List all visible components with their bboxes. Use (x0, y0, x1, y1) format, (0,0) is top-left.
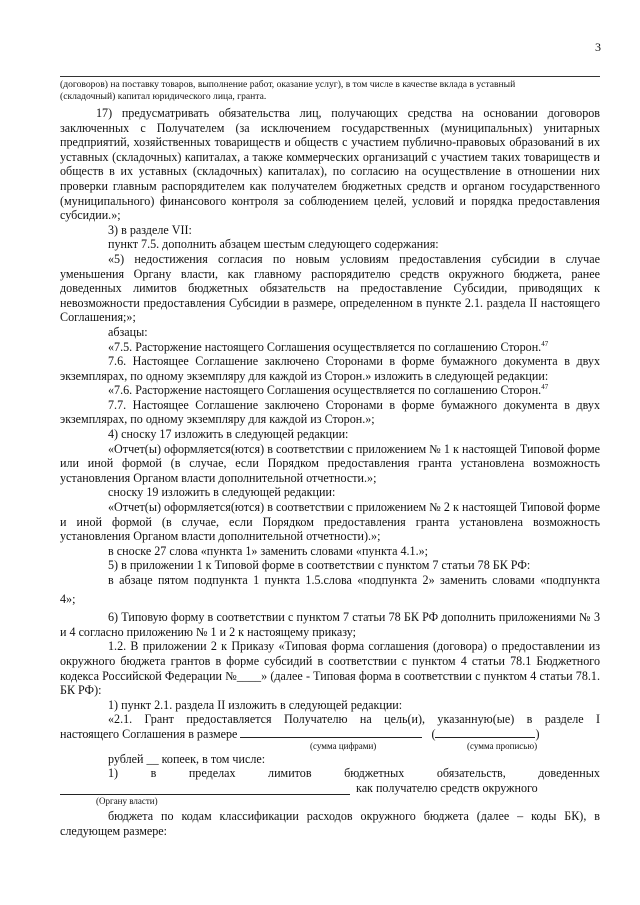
footnote-ref: 47 (541, 339, 549, 348)
caption-amount-words: (сумма прописью) (467, 740, 538, 751)
word: бюджетных (344, 766, 405, 781)
caption-row (60, 797, 600, 807)
word: в (150, 766, 157, 781)
paragraph: «2.1. Грант предоставляется Получателю на цель(и), указанную(ые) в разделе I (108, 712, 600, 727)
paragraph (60, 383, 600, 398)
amount-digits-blank (240, 727, 422, 738)
paragraph: 6) Типовую форму в соответствии с пунктом 7 статьи 78 БК РФ дополнить приложениями № 3 и 4 согласно приложению № 1 и 2 к настоящему приказу; (60, 610, 600, 639)
paragraph: «Отчет(ы) оформляется(ются) в соответствии с приложением № 2 к настоящей Типовой форме и иной формой (в случае, если Порядком предоставления гранта установлена возможность установления Органом власти дополнительной отчетности).»; (60, 500, 600, 544)
page-number: 3 (595, 40, 601, 54)
paragraph-text: «7.5. Расторжение настоящего Соглашения осуществляется по соглашению Сторон. (108, 339, 542, 354)
paragraph: сноску 19 изложить в следующей редакции: (108, 485, 336, 500)
caption-authority: (Органу власти) (96, 796, 158, 807)
paragraph-text: «7.6. Расторжение настоящего Соглашения осуществляется по соглашению Сторон. (108, 383, 542, 398)
paragraph: рублей __ копеек, в том числе: (108, 751, 266, 766)
paragraph: в абзаце пятом подпункта 1 пункта 1.5.слова «подпункта 2» заменить словами «подпункта (108, 573, 600, 587)
word: пределах (188, 766, 236, 781)
paragraph: 17) предусматривать обязательства лиц, получающих средства на основании договоров заключенных с Получателем (за исключением государственных (муниципальных) унитарных предприятий, хозяйственных товариществ и обществ с участием публично-правовых образований в их уставных (складочных) капиталах, а также коммерческих организаций с участием таких товариществ и обществ в их уставных (складочных) капиталах), по согласию на осуществление в отношении них проверки главным распорядителем как получателем бюджетных средств и органом государственного (муниципального) финансового контроля за соблюдением целей, условий и порядка предоставления субсидии.»; (60, 106, 600, 223)
word: обязательств, (436, 766, 506, 781)
amount-words-blank (435, 727, 535, 738)
paragraph (60, 340, 600, 355)
footnote-line: (складочный) капитал юридического лица, гранта. (60, 91, 267, 102)
paragraph-text: как получателю средств окружного (356, 780, 538, 795)
word: 1) (108, 766, 119, 781)
paragraph: «Отчет(ы) оформляется(ются) в соответствии с приложением № 1 к настоящей Типовой форме или иной формой (в случае, если Порядком предоставления гранта установлена возможность установления Органом власти дополнительной отчетности.»; (60, 441, 600, 485)
main-text (60, 106, 600, 839)
paragraph: абзацы: (108, 324, 148, 339)
footnote-ref: 47 (541, 383, 549, 392)
paragraph: «5) недостижения согласия по новым условиям предоставления субсидии в случае уменьшения Органу власти, как главному распорядителю средств окружного бюджета, ранее доведенных лимитов бюджетных обязательств на предоставление Субсидии, приводящих к невозможности предоставления Субсидии в размере, определенном в пункте 2.1. раздела II настоящего Соглашения;»; (60, 251, 600, 325)
word: доведенных (538, 766, 600, 781)
authority-blank (60, 784, 350, 795)
paragraph: 1) пункт 2.1. раздела II изложить в следующей редакции: (108, 697, 403, 712)
document-body (60, 79, 600, 839)
paragraph: 1.2. В приложении 2 к Приказу «Типовая форма соглашения (договора) о предоставлении из окружного бюджета грантов в форме субсидий в соответствии с пунктом 4 статьи 78.1 Бюджетного кодекса Российской Федерации №____» (далее - Типовая форма в соответствии с пунктом 4 статьи 78.1. БК РФ): (60, 639, 600, 698)
word: лимитов (268, 766, 312, 781)
paren-open: ( (431, 726, 436, 741)
paragraph: 4»; (60, 591, 76, 606)
footnote-line: (договоров) на поставку товаров, выполнение работ, оказание услуг), в том числе в качестве вклада в уставный (60, 79, 516, 90)
paragraph: 5) в приложении 1 к Типовой форме в соответствии с пунктом 7 статьи 78 БК РФ: (108, 558, 531, 573)
paragraph: 7.7. Настоящее Соглашение заключено Сторонами в форме бумажного документа в двух экземплярах, по одному экземпляру для каждой из Сторон.»; (60, 397, 600, 427)
paragraph: 7.6. Настоящее Соглашение заключено Сторонами в форме бумажного документа в двух экземплярах, по одному экземпляру для каждой из Сторон.» изложить в следующей редакции: (60, 354, 600, 383)
paragraph: бюджета по кодам классификации расходов окружного бюджета (далее – коды БК), в следующем размере: (60, 809, 600, 838)
paragraph: пункт 7.5. дополнить абзацем шестым следующего содержания: (108, 237, 439, 252)
paragraph-text: настоящего Соглашения в размере (60, 726, 238, 741)
caption-row (60, 742, 600, 752)
authority-line (60, 781, 600, 796)
paragraph: в сноске 27 слова «пункта 1» заменить словами «пункта 4.1.»; (108, 543, 429, 558)
caption-amount-digits: (сумма цифрами) (310, 740, 377, 751)
paragraph: 4) сноску 17 изложить в следующей редакции: (108, 427, 349, 442)
paragraph: 3) в разделе VII: (108, 222, 192, 237)
amount-line (60, 727, 600, 742)
footnote-separator (60, 76, 600, 77)
paren-close: ) (535, 726, 540, 741)
justified-line (60, 766, 600, 781)
